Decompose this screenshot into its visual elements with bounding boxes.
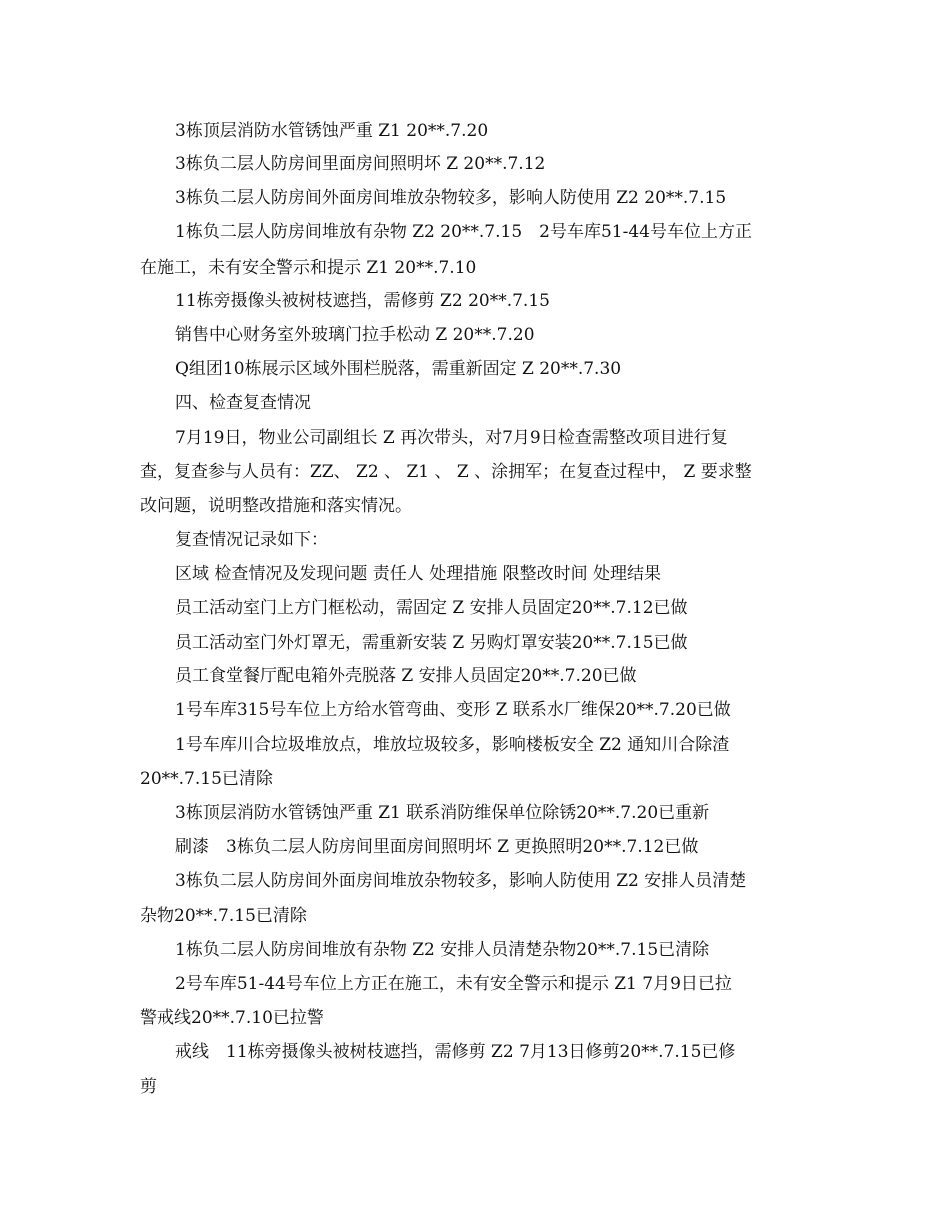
table-header-line: 区域 检查情况及发现问题 责任人 处理措施 限整改时间 处理结果 (175, 564, 662, 584)
text-line: 1栋负二层人防房间堆放有杂物 Z2 安排人员清楚杂物20**.7.15已清除 (175, 940, 710, 960)
text-line: 1号车库川合垃圾堆放点，堆放垃圾较多，影响楼板安全 Z2 通知川合除渣 (175, 735, 730, 755)
text-line: 改问题，说明整改措施和落实情况。 (140, 496, 412, 516)
text-line: 在施工，未有安全警示和提示 Z1 20**.7.10 (140, 258, 477, 278)
text-line: Q组团10栋展示区域外围栏脱落，需重新固定 Z 20**.7.30 (175, 359, 622, 379)
text-line: 戒线 11栋旁摄像头被树枝遮挡，需修剪 Z2 7月13日修剪20**.7.15已修 (175, 1042, 736, 1062)
text-line: 杂物20**.7.15已清除 (140, 906, 307, 926)
text-line: 员工活动室门外灯罩无，需重新安装 Z 另购灯罩安装20**.7.15已做 (175, 633, 688, 653)
text-line: 剪 (140, 1077, 157, 1097)
section-heading: 四、检查复查情况 (175, 393, 311, 413)
text-line: 7月19日，物业公司副组长 Z 再次带头，对7月9日检查需整改项目进行复 (175, 428, 728, 448)
text-line: 3栋负二层人防房间里面房间照明坏 Z 20**.7.12 (175, 154, 546, 174)
text-line: 11栋旁摄像头被树枝遮挡，需修剪 Z2 20**.7.15 (175, 291, 550, 311)
text-line: 员工食堂餐厅配电箱外壳脱落 Z 安排人员固定20**.7.20已做 (175, 666, 637, 686)
text-line: 员工活动室门上方门框松动，需固定 Z 安排人员固定20**.7.12已做 (175, 598, 688, 618)
text-line: 销售中心财务室外玻璃门拉手松动 Z 20**.7.20 (175, 325, 535, 345)
text-line: 3栋顶层消防水管锈蚀严重 Z1 联系消防维保单位除锈20**.7.20已重新 (175, 803, 710, 823)
text-line: 刷漆 3栋负二层人防房间里面房间照明坏 Z 更换照明20**.7.12已做 (175, 837, 699, 857)
text-line: 1号车库315号车位上方给水管弯曲、变形 Z 联系水厂维保20**.7.20已做 (175, 700, 731, 720)
text-line: 2号车库51-44号车位上方正在施工，未有安全警示和提示 Z1 7月9日已拉 (175, 974, 732, 994)
text-line: 20**.7.15已清除 (140, 769, 273, 789)
text-line: 复查情况记录如下： (175, 530, 328, 550)
text-line: 1栋负二层人防房间堆放有杂物 Z2 20**.7.15 2号车库51-44号车位上方正 (175, 222, 752, 242)
text-line: 3栋负二层人防房间外面房间堆放杂物较多，影响人防使用 Z2 安排人员清楚 (175, 871, 747, 891)
text-line: 3栋顶层消防水管锈蚀严重 Z1 20**.7.20 (175, 121, 489, 141)
text-line: 查，复查参与人员有：ZZ、 Z2 、 Z1 、 Z 、涂拥军；在复查过程中， Z 要求整 (140, 462, 752, 482)
text-line: 警戒线20**.7.10已拉警 (140, 1008, 324, 1028)
text-line: 3栋负二层人防房间外面房间堆放杂物较多，影响人防使用 Z2 20**.7.15 (175, 188, 727, 208)
